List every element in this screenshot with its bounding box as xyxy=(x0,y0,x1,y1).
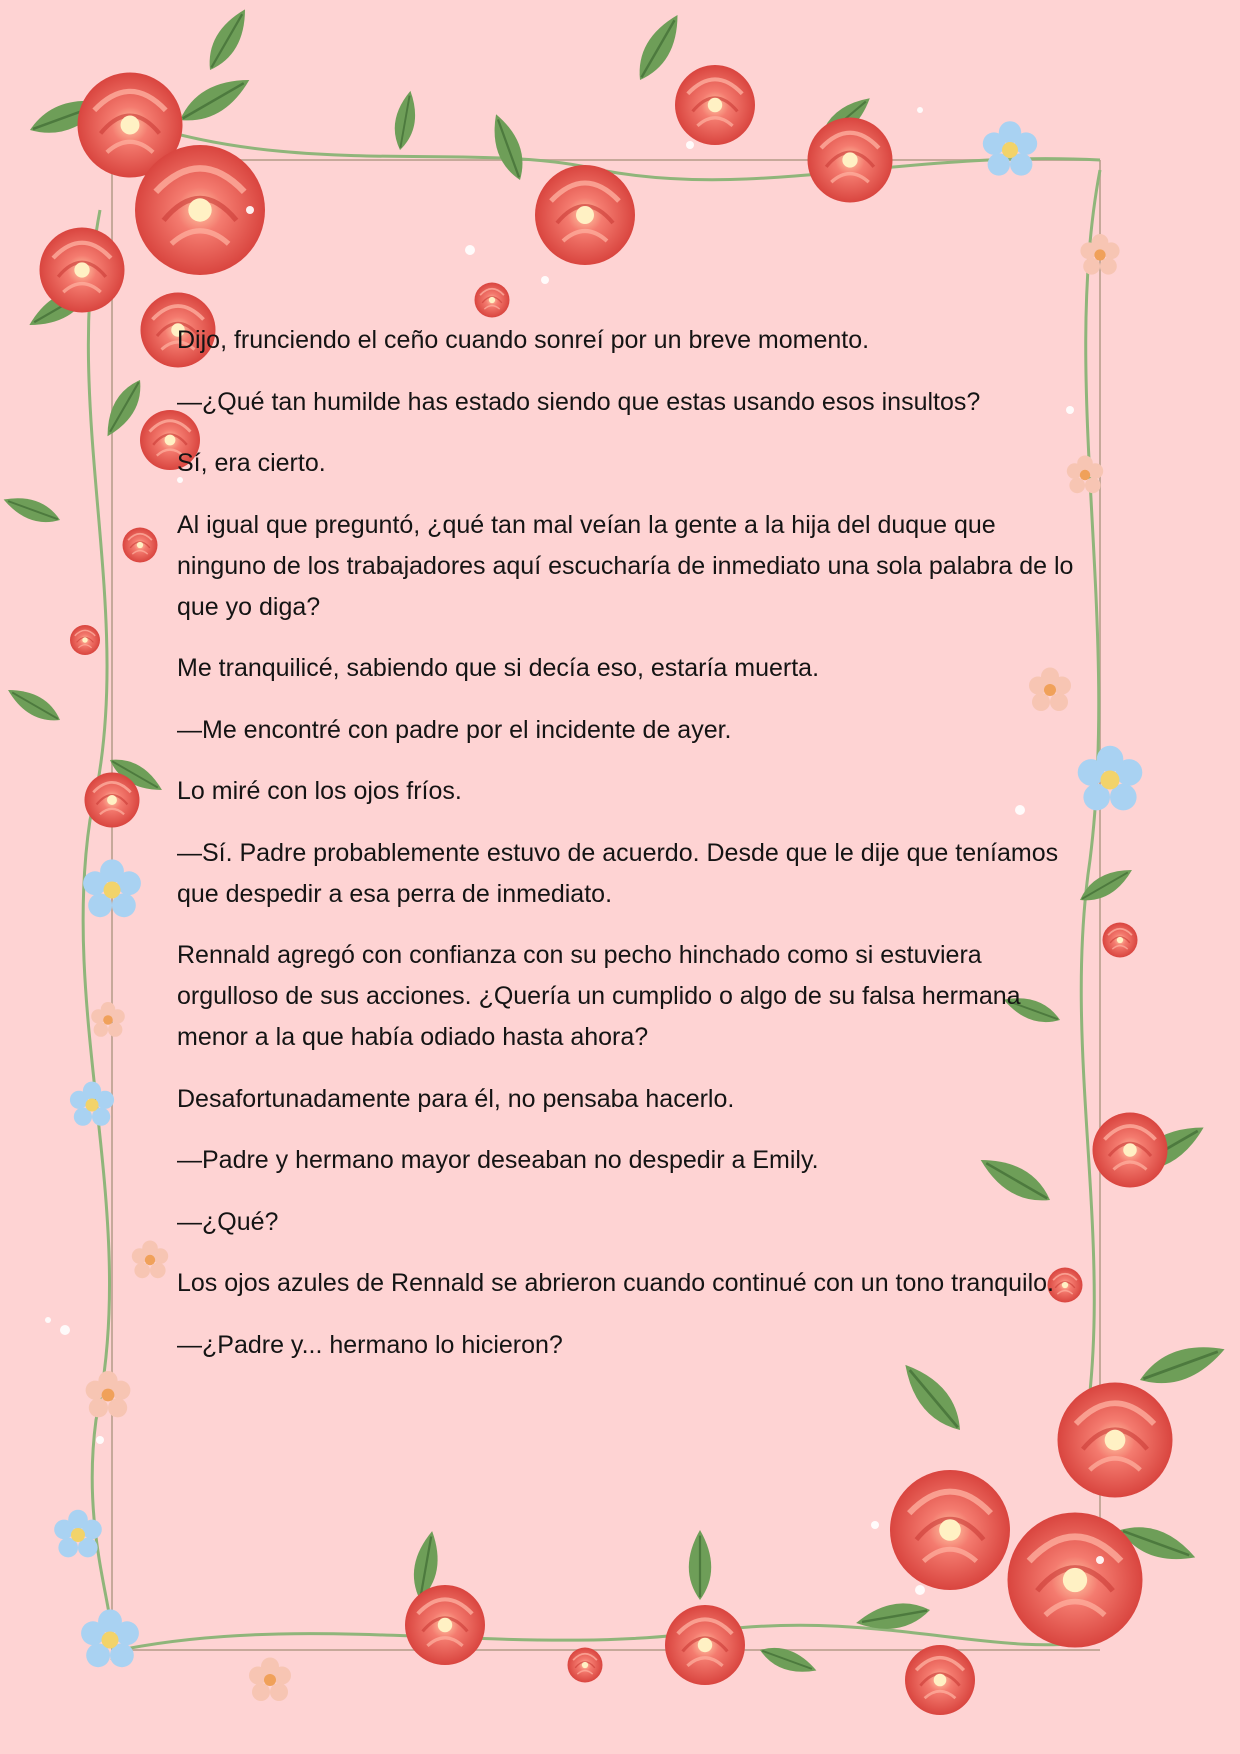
paragraph: —Sí. Padre probablemente estuvo de acuerdo. Desde que le dije que teníamos que despedir a esa perra de inmediato. xyxy=(177,838,1059,908)
paragraph: Dijo, frunciendo el ceño cuando sonreí por un breve momento. xyxy=(177,326,870,354)
paragraph: —Padre y hermano mayor deseaban no despedir a Emily. xyxy=(177,1146,819,1174)
story-text xyxy=(177,320,1077,1386)
paragraph: Sí, era cierto. xyxy=(177,449,326,477)
paragraph: —¿Qué tan humilde has estado siendo que estas usando esos insultos? xyxy=(177,387,981,416)
paragraph: Desafortunadamente para él, no pensaba hacerlo. xyxy=(177,1084,735,1113)
paragraph: —¿Qué? xyxy=(177,1207,279,1236)
paragraph: Al igual que preguntó, ¿qué tan mal veían la gente a la hija del duque que ninguno de los trabajadores aquí escucharía de inmediato una sola palabra de lo que yo diga? xyxy=(177,510,1074,621)
paragraph: Me tranquilicé, sabiendo que si decía eso, estaría muerta. xyxy=(177,654,820,682)
paragraph: Lo miré con los ojos fríos. xyxy=(177,777,462,805)
paragraph: Rennald agregó con confianza con su pecho hinchado como si estuviera orgulloso de sus acciones. ¿Quería un cumplido o algo de su falsa hermana menor a la que había odiado hasta ahora? xyxy=(177,941,1021,1051)
paragraph: —¿Padre y... hermano lo hicieron? xyxy=(177,1330,563,1359)
paragraph: —Me encontré con padre por el incidente de ayer. xyxy=(177,715,732,744)
paragraph: Los ojos azules de Rennald se abrieron cuando continué con un tono tranquilo. xyxy=(177,1269,1055,1297)
